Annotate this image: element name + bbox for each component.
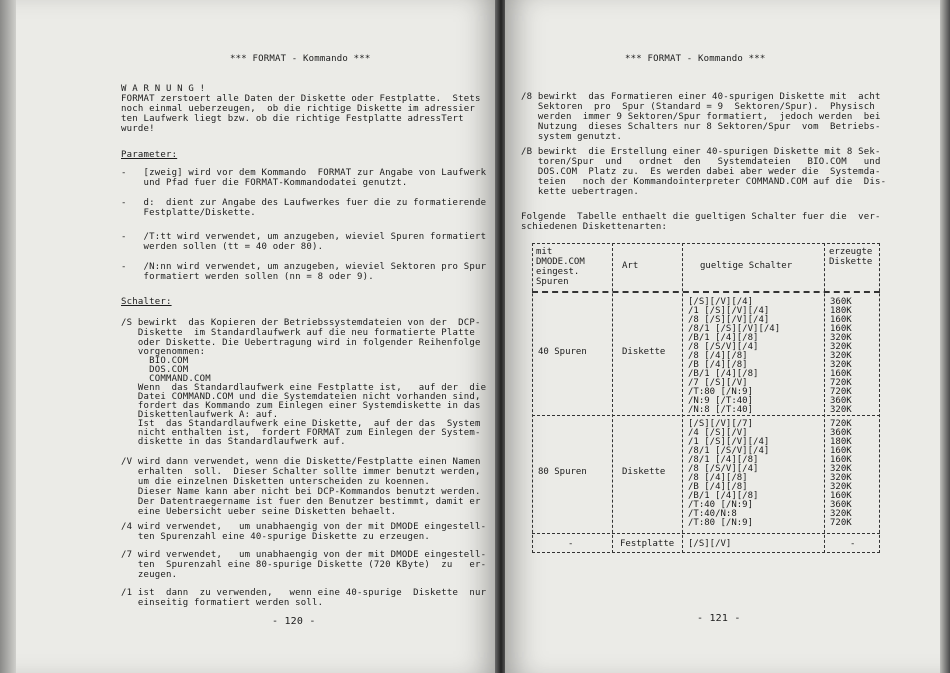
switch-line: eine Uebersicht ueber seine Disketten behaelt. bbox=[121, 507, 397, 517]
switch-line: teien noch der Kommandointerpreter COMMAND.COM auf die Dis- bbox=[521, 177, 887, 187]
param-line: werden sollen (tt = 40 oder 80). bbox=[121, 242, 324, 252]
switch-line: BIO.COM bbox=[121, 356, 189, 366]
head-cell: gueltige Schalter bbox=[700, 261, 793, 271]
size-cell: 720K bbox=[830, 419, 852, 429]
size-cell: - bbox=[850, 539, 856, 549]
param-line: - [zweig] wird vor dem Kommando FORMAT zur Angabe von Laufwerk bbox=[121, 168, 487, 178]
size-cell: 320K bbox=[830, 342, 852, 352]
switch-cell: /8 [/4][/8] bbox=[688, 473, 748, 483]
param-line: - d: dient zur Angabe des Laufwerkes fuer die zu formatierende bbox=[121, 198, 487, 208]
size-cell: 320K bbox=[830, 360, 852, 370]
switch-cell: /T:40 [/N:9] bbox=[688, 500, 754, 510]
switch-line: fordert das Kommando zum Einlegen einer Systemdiskette in das bbox=[121, 401, 481, 411]
table-rule bbox=[612, 243, 613, 553]
head-cell: mit bbox=[536, 247, 553, 257]
table-rule bbox=[532, 243, 880, 244]
switch-table bbox=[532, 243, 880, 553]
param-line: - /N:nn wird verwendet, um anzugeben, wieviel Sektoren pro Spur bbox=[121, 262, 487, 272]
switch-cell: /B/1 [/4][/8] bbox=[688, 333, 759, 343]
head-cell: erzeugte bbox=[829, 247, 873, 257]
switch-line: ten Spurenzahl eine 40-spurige Diskette zu erzeugen. bbox=[121, 532, 431, 542]
switch-cell: /B/1 [/4][/8] bbox=[688, 491, 759, 501]
size-cell: 160K bbox=[830, 491, 852, 501]
table-rule bbox=[532, 243, 533, 553]
switch-line: nicht enthalten ist, fordert FORMAT zum Einlegen der System- bbox=[121, 428, 481, 438]
switch-cell: /N:9 [/T:40] bbox=[688, 396, 754, 406]
warning-line: ten Laufwerk liegt bzw. ob die richtige Festplatte adressTert bbox=[121, 114, 464, 124]
switch-line: werden immer 9 Sektoren/Spur formatiert, jedoch werden bei bbox=[521, 112, 881, 122]
switch-cell: /B [/4][/8] bbox=[688, 360, 748, 370]
switch-cell: [/S][/V] bbox=[688, 539, 732, 549]
page-edge-right bbox=[940, 0, 950, 673]
switch-line: /1 ist dann zu verwenden, wenn eine 40-spurige Diskette nur bbox=[121, 588, 487, 598]
switch-line: Diskettenlaufwerk A: auf. bbox=[121, 410, 279, 420]
size-cell: 320K bbox=[830, 473, 852, 483]
switch-cell: /T:40/N:8 bbox=[688, 509, 737, 519]
switch-line: Nutzung dieses Schalters nur 8 Sektoren/Spur vom Betriebs- bbox=[521, 122, 881, 132]
switch-cell: /T:80 [/N:9] bbox=[688, 387, 754, 397]
switch-heading: Schalter: bbox=[121, 297, 172, 307]
table-rule bbox=[879, 243, 880, 553]
size-cell: 160K bbox=[830, 324, 852, 334]
switch-cell: /1 [/S][/V][/4] bbox=[688, 306, 770, 316]
switch-line: Der Datentraegername ist fuer den Benutzer bestimmt, damit er bbox=[121, 497, 481, 507]
switch-line: Dieser Name kann aber nicht bei DCP-Kommandos benutzt werden. bbox=[121, 487, 481, 497]
size-cell: 720K bbox=[830, 387, 852, 397]
switch-cell: /B/1 [/4][/8] bbox=[688, 369, 759, 379]
size-cell: 320K bbox=[830, 405, 852, 415]
size-cell: 160K bbox=[830, 446, 852, 456]
switch-line: /B bewirkt die Erstellung einer 40-spurigen Diskette mit 8 Sek- bbox=[521, 147, 881, 157]
size-cell: 720K bbox=[830, 518, 852, 528]
tracks-cell: 40 Spuren bbox=[538, 347, 587, 357]
page-number: - 120 - bbox=[272, 616, 316, 627]
table-rule bbox=[532, 415, 880, 416]
size-cell: 160K bbox=[830, 315, 852, 325]
param-line: und Pfad fuer die FORMAT-Kommandodatei genutzt. bbox=[121, 178, 408, 188]
warning-line: FORMAT zerstoert alle Daten der Diskette oder Festplatte. Stets bbox=[121, 94, 481, 104]
size-cell: 320K bbox=[830, 464, 852, 474]
size-cell: 320K bbox=[830, 509, 852, 519]
switch-cell: [/S][/V][/4] bbox=[688, 297, 754, 307]
table-intro-line: schiedenen Diskettenarten: bbox=[521, 222, 668, 232]
switch-line: Wenn das Standardlaufwerk eine Festplatte ist, auf der die bbox=[121, 383, 487, 393]
size-cell: 160K bbox=[830, 369, 852, 379]
switch-line: zeugen. bbox=[121, 570, 178, 580]
switch-line: /S bewirkt das Kopieren der Betriebssystemdateien von der DCP- bbox=[121, 318, 481, 328]
switch-line: vorgenommen: bbox=[121, 347, 206, 357]
size-cell: 320K bbox=[830, 482, 852, 492]
size-cell: 320K bbox=[830, 333, 852, 343]
switch-line: COMMAND.COM bbox=[121, 374, 211, 384]
switch-cell: /8/1 [/4][/8] bbox=[688, 455, 759, 465]
tracks-cell: 80 Spuren bbox=[538, 467, 587, 477]
switch-cell: /8/1 [/S][/V][/4] bbox=[688, 324, 781, 334]
switch-cell: /4 [/S][/V] bbox=[688, 428, 748, 438]
page-edge-left bbox=[0, 0, 16, 673]
switch-line: toren/Spur und ordnet den Systemdateien BIO.COM und bbox=[521, 157, 881, 167]
head-cell: eingest. bbox=[536, 267, 580, 277]
head-cell: Art bbox=[622, 261, 639, 271]
page-number: - 121 - bbox=[697, 613, 741, 624]
switch-line: Datei COMMAND.COM und die Systemdateien nicht vorhanden sind, bbox=[121, 392, 481, 402]
switch-cell: /8 [/S/V][/4] bbox=[688, 464, 759, 474]
type-cell: Diskette bbox=[622, 467, 666, 477]
switch-line: kette uebertragen. bbox=[521, 187, 639, 197]
switch-line: /8 bewirkt das Formatieren einer 40-spurigen Diskette mit acht bbox=[521, 92, 881, 102]
param-line: - /T:tt wird verwendet, um anzugeben, wieviel Spuren formatiert bbox=[121, 232, 487, 242]
size-cell: 360K bbox=[830, 428, 852, 438]
size-cell: 180K bbox=[830, 437, 852, 447]
switch-line: erhalten soll. Dieser Schalter sollte immer benutzt werden, bbox=[121, 467, 481, 477]
tracks-cell: - bbox=[568, 539, 574, 549]
size-cell: 320K bbox=[830, 351, 852, 361]
table-rule bbox=[532, 291, 880, 293]
switch-line: ten Spurenzahl eine 80-spurige Diskette (720 KByte) zu er- bbox=[121, 560, 487, 570]
table-intro-line: Folgende Tabelle enthaelt die gueltigen Schalter fuer die ver- bbox=[521, 212, 881, 222]
switch-cell: [/S][/V][/7] bbox=[688, 419, 754, 429]
left-header: *** FORMAT - Kommando *** bbox=[230, 54, 371, 64]
size-cell: 360K bbox=[830, 500, 852, 510]
switch-cell: /N:8 [/T:40] bbox=[688, 405, 754, 415]
size-cell: 360K bbox=[830, 297, 852, 307]
switch-cell: /8 [/S/V][/4] bbox=[688, 342, 759, 352]
switch-line: diskette in das Standardlaufwerk auf. bbox=[121, 437, 346, 447]
size-cell: 180K bbox=[830, 306, 852, 316]
params-heading: Parameter: bbox=[121, 150, 178, 160]
head-cell: Diskette bbox=[829, 257, 873, 267]
switch-line: Ist das Standardlaufwerk eine Diskette, auf der das System bbox=[121, 419, 481, 429]
switch-cell: /8 [/S][/V][/4] bbox=[688, 315, 770, 325]
head-cell: Spuren bbox=[536, 277, 569, 287]
type-cell: Festplatte bbox=[620, 539, 675, 549]
table-rule bbox=[824, 243, 825, 553]
switch-line: /V wird dann verwendet, wenn die Diskette/Festplatte einen Namen bbox=[121, 457, 481, 467]
switch-cell: /1 [/S][/V][/4] bbox=[688, 437, 770, 447]
head-cell: DMODE.COM bbox=[536, 257, 585, 267]
switch-line: einseitig formatiert werden soll. bbox=[121, 598, 324, 608]
switch-cell: /B [/4][/8] bbox=[688, 482, 748, 492]
warning-line: noch einmal ueberzeugen, ob die richtige Diskette im adressier bbox=[121, 104, 475, 114]
table-rule bbox=[682, 243, 683, 553]
warning-line: wurde! bbox=[121, 124, 155, 134]
switch-line: oder Diskette. Die Uebertragung wird in folgender Reihenfolge bbox=[121, 338, 481, 348]
switch-cell: /8 [/4][/8] bbox=[688, 351, 748, 361]
size-cell: 360K bbox=[830, 396, 852, 406]
size-cell: 160K bbox=[830, 455, 852, 465]
switch-line: system genutzt. bbox=[521, 132, 623, 142]
switch-line: DOS.COM bbox=[121, 365, 189, 375]
right-header: *** FORMAT - Kommando *** bbox=[625, 54, 766, 64]
switch-line: Diskette im Standardlaufwerk auf die neu formatierte Platte bbox=[121, 328, 475, 338]
switch-line: um die einzelnen Disketten unterscheiden zu koennen. bbox=[121, 477, 431, 487]
table-rule bbox=[532, 552, 880, 553]
warning-title: W A R N U N G ! bbox=[121, 84, 206, 94]
param-line: formatiert werden sollen (nn = 8 oder 9). bbox=[121, 272, 374, 282]
param-line: Festplatte/Diskette. bbox=[121, 208, 256, 218]
switch-cell: /T:80 [/N:9] bbox=[688, 518, 754, 528]
type-cell: Diskette bbox=[622, 347, 666, 357]
switch-cell: /7 [/S][/V] bbox=[688, 378, 748, 388]
switch-line: /7 wird verwendet, um unabhaengig von der mit DMODE eingestell- bbox=[121, 550, 487, 560]
table-rule bbox=[532, 533, 880, 534]
switch-line: DOS.COM Platz zu. Es werden dabei aber weder die Systemda- bbox=[521, 167, 881, 177]
switch-cell: /8/1 [/S/V][/4] bbox=[688, 446, 770, 456]
switch-line: Sektoren pro Spur (Standard = 9 Sektoren/Spur). Physisch bbox=[521, 102, 875, 112]
size-cell: 720K bbox=[830, 378, 852, 388]
switch-line: /4 wird verwendet, um unabhaengig von der mit DMODE eingestell- bbox=[121, 522, 487, 532]
